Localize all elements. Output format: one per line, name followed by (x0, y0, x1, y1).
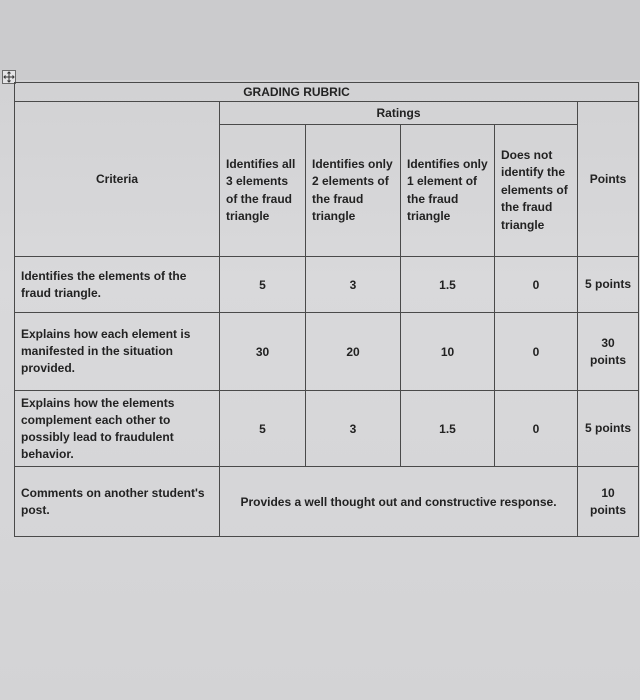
title-row (15, 83, 639, 102)
score-cell: 0 (495, 391, 578, 467)
score-cell: 20 (306, 313, 401, 391)
rating-level-header: Identifies only 2 elements of the fraud triangle (306, 125, 401, 257)
comment-row (15, 467, 639, 537)
points-cell: 5 points (578, 257, 639, 313)
score-cell: 3 (306, 391, 401, 467)
comment-criteria-cell: Comments on another student's post. (15, 467, 220, 537)
rubric-row (15, 313, 639, 391)
rating-level-header: Identifies all 3 elements of the fraud triangle (220, 125, 306, 257)
score-cell: 1.5 (401, 257, 495, 313)
rubric-title: GRADING RUBRIC (243, 85, 350, 99)
score-cell: 0 (495, 313, 578, 391)
points-cell: 5 points (578, 391, 639, 467)
rating-level-header: Does not identify the elements of the fraud triangle (495, 125, 578, 257)
score-cell: 1.5 (401, 391, 495, 467)
score-cell: 3 (306, 257, 401, 313)
score-cell: 10 (401, 313, 495, 391)
rubric-title-cell (15, 83, 639, 102)
rubric-row (15, 391, 639, 467)
rubric-row (15, 257, 639, 313)
score-cell: 5 (220, 391, 306, 467)
ratings-header: Ratings (220, 102, 578, 125)
grading-rubric-table (14, 82, 639, 537)
criteria-cell: Explains how the elements complement each other to possibly lead to fraudulent behavior. (15, 391, 220, 467)
score-cell: 5 (220, 257, 306, 313)
score-cell: 0 (495, 257, 578, 313)
comment-points-cell: 10 points (578, 467, 639, 537)
comment-description-cell: Provides a well thought out and constructive response. (220, 467, 578, 537)
score-cell: 30 (220, 313, 306, 391)
rating-level-header: Identifies only 1 element of the fraud triangle (401, 125, 495, 257)
points-header: Points (578, 102, 639, 257)
criteria-cell: Identifies the elements of the fraud triangle. (15, 257, 220, 313)
points-cell: 30 points (578, 313, 639, 391)
page-top-margin (0, 0, 640, 80)
criteria-cell: Explains how each element is manifested in the situation provided. (15, 313, 220, 391)
criteria-header: Criteria (15, 102, 220, 257)
header-row (15, 102, 639, 125)
